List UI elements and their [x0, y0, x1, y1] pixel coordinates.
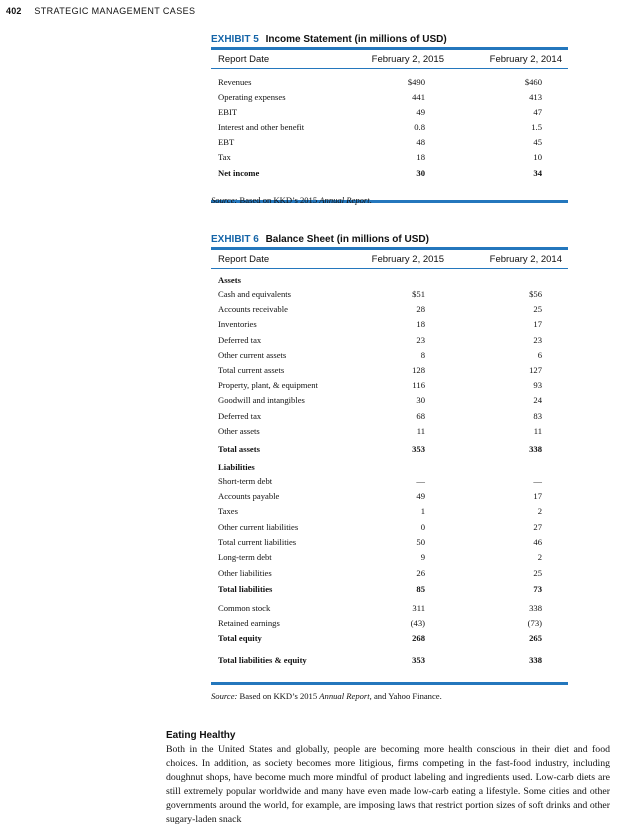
- exhibit-5-table-body: [211, 69, 568, 200]
- value-2014: 2: [537, 552, 542, 562]
- row-label: Liabilities: [218, 462, 255, 472]
- value-2014: 27: [533, 522, 542, 532]
- value-2014: 25: [533, 568, 542, 578]
- row-label: EBIT: [218, 107, 238, 117]
- value-2015: 353: [412, 655, 425, 665]
- value-2014: 25: [533, 304, 542, 314]
- row-label: Tax: [218, 152, 231, 162]
- value-2014: 24: [533, 395, 542, 405]
- row-label: Other current liabilities: [218, 522, 299, 532]
- exhibit-6-table-body: [211, 269, 568, 682]
- value-2014: 265: [529, 633, 542, 643]
- running-title: STRATEGIC MANAGEMENT CASES: [34, 6, 196, 16]
- row-label: Short-term debt: [218, 476, 273, 486]
- value-2014: 17: [533, 491, 542, 501]
- row-label: Property, plant, & equipment: [218, 380, 318, 390]
- row-label: Other liabilities: [218, 568, 272, 578]
- value-2014: 10: [533, 152, 542, 162]
- exhibit-5-title-text: Income Statement (in millions of USD): [265, 34, 447, 45]
- value-2015: 30: [416, 168, 425, 178]
- source-label: Source:: [211, 195, 238, 205]
- value-2015: 0: [420, 522, 425, 532]
- row-label: Revenues: [218, 77, 252, 87]
- row-label: Interest and other benefit: [218, 122, 305, 132]
- value-2015: 0.8: [414, 122, 425, 132]
- value-2014: $460: [524, 77, 542, 87]
- value-2015: 116: [412, 380, 425, 390]
- value-2015: —: [416, 476, 425, 486]
- row-label: Net income: [218, 168, 260, 178]
- value-2015: 441: [412, 92, 425, 102]
- value-2015: 128: [412, 365, 425, 375]
- value-2015: 1: [420, 506, 425, 516]
- exhibit-6-label: EXHIBIT 6: [211, 234, 259, 245]
- value-2015: 8: [420, 350, 425, 360]
- value-2014: 83: [533, 411, 542, 421]
- value-2015: 311: [412, 603, 425, 613]
- row-label: Deferred tax: [218, 335, 262, 345]
- column-2014-header: February 2, 2014: [489, 54, 562, 65]
- row-label: Total liabilities: [218, 584, 273, 594]
- value-2014: (73): [527, 618, 542, 628]
- row-label: Deferred tax: [218, 411, 262, 421]
- report-date-header: Report Date: [218, 254, 270, 265]
- page-number: 402: [6, 6, 22, 16]
- exhibit-6-bottom-rule: [211, 682, 568, 685]
- value-2014: 1.5: [531, 122, 542, 132]
- row-label: Accounts payable: [218, 491, 280, 501]
- value-2014: 46: [533, 537, 542, 547]
- value-2014: 93: [533, 380, 542, 390]
- value-2015: 30: [416, 395, 425, 405]
- value-2015: 26: [416, 568, 425, 578]
- exhibit-5-source: Source: Based on KKD’s 2015 Annual Report.: [211, 195, 372, 205]
- value-2015: 353: [412, 444, 425, 454]
- value-2014: 45: [533, 137, 542, 147]
- value-2015: 268: [412, 633, 425, 643]
- row-label: Total equity: [218, 633, 262, 643]
- value-2014: 17: [533, 319, 542, 329]
- column-2014-header: February 2, 2014: [489, 254, 562, 265]
- exhibit-6-column-header: [211, 250, 568, 268]
- value-2015: 18: [416, 152, 425, 162]
- value-2014: 23: [533, 335, 542, 345]
- value-2015: 28: [416, 304, 425, 314]
- row-label: Total current assets: [218, 365, 285, 375]
- value-2015: $490: [407, 77, 425, 87]
- value-2015: 49: [416, 491, 425, 501]
- row-label: Operating expenses: [218, 92, 286, 102]
- value-2015: 11: [416, 426, 425, 436]
- exhibit-5-income-statement: [211, 33, 568, 203]
- value-2014: 338: [529, 655, 542, 665]
- value-2015: 18: [416, 319, 425, 329]
- row-label: Other current assets: [218, 350, 287, 360]
- running-header: [6, 6, 195, 16]
- value-2014: 127: [529, 365, 542, 375]
- value-2015: 9: [420, 552, 425, 562]
- row-label: Total assets: [218, 444, 260, 454]
- row-label: Cash and equivalents: [218, 289, 292, 299]
- exhibit-5-title: [211, 33, 568, 46]
- row-label: Long-term debt: [218, 552, 272, 562]
- value-2014: 34: [533, 168, 542, 178]
- value-2014: 11: [533, 426, 542, 436]
- column-2015-header: February 2, 2015: [371, 254, 444, 265]
- row-label: Goodwill and intangibles: [218, 395, 305, 405]
- exhibit-6-source: Source: Based on KKD’s 2015 Annual Report, and Yahoo Finance.: [211, 691, 442, 701]
- source-label: Source:: [211, 691, 238, 701]
- value-2014: 6: [537, 350, 542, 360]
- value-2015: 85: [416, 584, 425, 594]
- value-2014: $56: [529, 289, 542, 299]
- value-2014: 338: [529, 603, 542, 613]
- row-label: Total current liabilities: [218, 537, 297, 547]
- value-2015: (43): [410, 618, 425, 628]
- value-2014: 73: [533, 584, 542, 594]
- row-label: Accounts receivable: [218, 304, 288, 314]
- value-2014: 338: [529, 444, 542, 454]
- value-2015: 48: [416, 137, 425, 147]
- column-2015-header: February 2, 2015: [371, 54, 444, 65]
- row-label: Total liabilities & equity: [218, 655, 307, 665]
- section-body-text: Both in the United States and globally, people are becoming more health conscious in their diet and food choices. In addition, as society becomes more litigious, firms competing in the fast-food industry, including doughnut shops, have become much more mindful of product labeling and ingredients used. Low-carb diets are still extremely popular worldwide and many have even made low-carb eating a lifestyle. Some cities and other governments around the world, for example, are imposing laws that restrict portion sizes of soft drinks and other sugary-laden snack: [166, 744, 610, 825]
- exhibit-6-title: [211, 233, 568, 246]
- row-label: Other assets: [218, 426, 260, 436]
- value-2015: 50: [416, 537, 425, 547]
- row-label: Taxes: [218, 506, 238, 516]
- exhibit-6-title-text: Balance Sheet (in millions of USD): [265, 234, 429, 245]
- exhibit-6-balance-sheet: [211, 233, 568, 685]
- row-label: EBT: [218, 137, 235, 147]
- value-2014: —: [533, 476, 542, 486]
- report-date-header: Report Date: [218, 54, 270, 65]
- exhibit-5-label: EXHIBIT 5: [211, 34, 259, 45]
- value-2015: 68: [416, 411, 425, 421]
- row-label: Inventories: [218, 319, 257, 329]
- value-2015: 23: [416, 335, 425, 345]
- row-label: Common stock: [218, 603, 271, 613]
- value-2014: 47: [533, 107, 542, 117]
- section-heading: Eating Healthy: [166, 730, 236, 741]
- value-2015: $51: [412, 289, 425, 299]
- row-label: Assets: [218, 275, 241, 285]
- row-label: Retained earnings: [218, 618, 280, 628]
- exhibit-5-column-header: [211, 50, 568, 68]
- value-2014: 2: [537, 506, 542, 516]
- value-2015: 49: [416, 107, 425, 117]
- value-2014: 413: [529, 92, 542, 102]
